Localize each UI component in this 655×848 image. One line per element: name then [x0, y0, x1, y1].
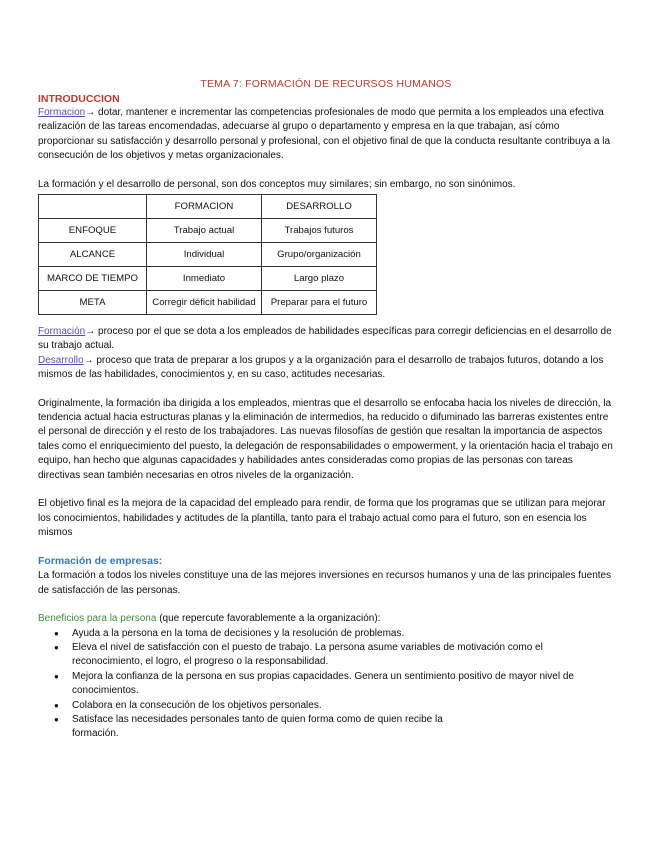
table-cell: Trabajo actual — [147, 219, 262, 243]
definition-text: → proceso por el que se dota a los empleados de habilidades específicas para corregir deficiencias en el desarrollo de su trabajo actual. — [38, 326, 612, 352]
table-row — [39, 267, 377, 291]
bullet-icon: ● — [54, 642, 59, 652]
table-header-cell — [39, 195, 147, 219]
list-item — [54, 641, 614, 670]
definition-text: → proceso que trata de preparar a los grupos y a la organización para el desarrollo de trabajos futuros, dotando a los mismos de las habilidades, conocimientos y, en su caso, actitudes necesarias. — [38, 354, 604, 381]
table-cell: MARCO DE TIEMPO — [39, 267, 147, 291]
list-item — [54, 670, 614, 699]
list-item-text: Eleva el nivel de satisfacción con el puesto de trabajo. La persona asume variables de motivación como el reconocimiento, el logro, el progreso o la responsabilidad. — [72, 641, 543, 668]
table-header-row — [39, 195, 377, 219]
table-cell: META — [39, 291, 147, 315]
intro-paragraph — [38, 106, 614, 164]
list-item-text: Satisface las necesidades personales tanto de quien forma como de quien recibe la formación. — [72, 713, 443, 740]
list-item-text: Ayuda a la persona en la toma de decisiones y la resolución de problemas. — [72, 627, 405, 639]
bullet-icon: ● — [54, 714, 59, 724]
table-header-cell: DESARROLLO — [262, 195, 377, 219]
document-page — [38, 78, 614, 742]
formacion-def-link[interactable]: Formación — [38, 326, 86, 338]
comparison-table — [38, 194, 377, 315]
spacer — [38, 383, 614, 397]
page-title: TEMA 7: FORMACIÓN DE RECURSOS HUMANOS — [200, 78, 452, 90]
benefits-suffix: (que repercute favorablemente a la organización): — [156, 613, 381, 625]
table-cell: Trabajos futuros — [262, 219, 377, 243]
table-cell: Preparar para el futuro — [262, 291, 377, 315]
spacer — [38, 315, 614, 325]
table-header-cell: FORMACION — [147, 195, 262, 219]
table-cell: Inmediato — [147, 267, 262, 291]
table-cell: Individual — [147, 243, 262, 267]
bullet-icon: ● — [54, 700, 59, 710]
table-row — [39, 243, 377, 267]
desarrollo-def-link[interactable]: Desarrollo — [38, 354, 84, 366]
table-cell: ENFOQUE — [39, 219, 147, 243]
table-cell: Largo plazo — [262, 267, 377, 291]
benefits-heading: Beneficios para la persona — [38, 613, 157, 625]
benefits-intro — [38, 612, 614, 626]
list-item — [54, 713, 614, 742]
bullet-icon: ● — [54, 628, 59, 638]
intro-heading: INTRODUCCION — [38, 93, 120, 105]
list-item — [54, 627, 614, 641]
origin-paragraph: Originalmente, la formación iba dirigida a los empleados, mientras que el desarrollo se enfocaba hacia los niveles de dirección, la tendencia actual hacia estructuras planas y la eliminación de intermedios, ha reducido o difuminado las barreras existentes entre el personal de dirección y el resto de los trabajadores. Las nuevas filosofías de gestión que resaltan la importancia de aspectos tales como el enriquecimiento del puesto, la delegación de responsabilidades o empowerment, y la orientación hacia el trabajo en equipo, han hecho que algunas capacidades y habilidades antes consideradas como propias de las personas con tareas directivas sean también necesarias en otros niveles de la organización. — [38, 397, 613, 481]
spacer — [38, 164, 614, 178]
definition-desarrollo — [38, 354, 614, 383]
companies-heading: Formación de empresas: — [38, 555, 163, 568]
companies-paragraph: La formación a todos los niveles constituye una de las mejores inversiones en recursos humanos y una de las principales fuentes de satisfacción de las personas. — [38, 570, 612, 596]
spacer — [38, 483, 614, 497]
table-row — [39, 219, 377, 243]
spacer — [38, 540, 614, 554]
formacion-link[interactable]: Formacion — [38, 107, 86, 118]
comparison-intro: La formación y el desarrollo de personal, son dos conceptos muy similares; sin embargo, no son sinónimos. — [38, 178, 516, 190]
bullet-icon: ● — [54, 671, 59, 681]
list-item — [54, 699, 614, 713]
list-item-text: Mejora la confianza de la persona en sus propias capacidades. Genera un sentimiento positivo de mayor nivel de conocimientos. — [72, 670, 574, 697]
table-cell: Grupo/organización — [262, 243, 377, 267]
table-row — [39, 291, 377, 315]
table-cell: Corregir déficit habilidad — [147, 291, 262, 315]
intro-text: → dotar, mantener e incrementar las competencias profesionales de modo que permita a los empleados una efectiva realización de las tareas encomendadas, adecuarse al grupo o departamento y empresa en la que trabajan, así cómo proporcionar su satisfacción y desarrollo personal y profesional, con el objetivo final de que la conducta resultante contribuya a la consecución de los objetivos y metas organizacionales. — [38, 107, 611, 162]
list-item-text: Colabora en la consecución de los objetivos personales. — [72, 699, 322, 711]
goal-paragraph: El objetivo final es la mejora de la capacidad del empleado para rendir, de forma que los programas que se utilizan para mejorar los conocimientos, habilidades y actitudes de la plantilla, tanto para el trabajo actual como para el futuro, son en esencia los mismos — [38, 498, 606, 538]
spacer — [38, 598, 614, 612]
definition-formacion — [38, 325, 614, 354]
table-cell: ALCANCE — [39, 243, 147, 267]
benefits-list — [38, 627, 614, 742]
